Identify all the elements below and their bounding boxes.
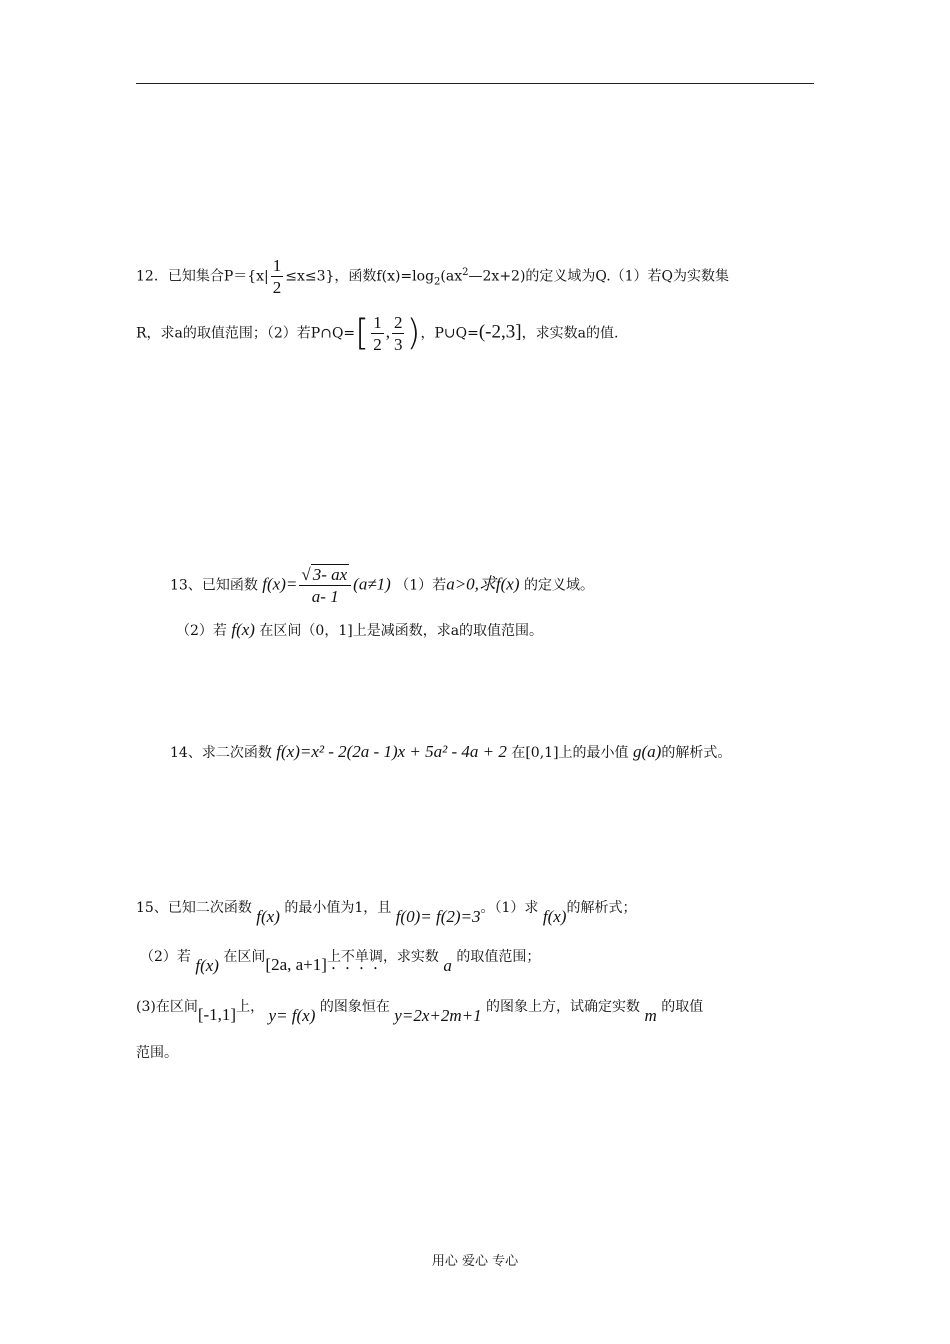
q15-line1 — [136, 898, 637, 926]
q13-text-a: 13、已知函数 — [170, 577, 258, 594]
q14-text-c: 的解析式。 — [661, 745, 732, 761]
q15-l1-text-c: 。（1）求 — [480, 900, 539, 916]
q15-l3-text-b: 上， — [236, 999, 265, 1015]
q13-line2-fx: f(x) — [231, 620, 255, 639]
q14-expression: f(x)=x² - 2(2a - 1)x + 5a² - 4a + 2 — [276, 742, 507, 761]
q15-l2-fx: f(x) — [195, 956, 219, 975]
q15-l2-text-b: 在区间 — [223, 949, 266, 965]
q12-frac-half: $\frac{1}{2}$ — [272, 256, 282, 297]
q12-line2: R，求a的取值范围；（2）若P∩Q=[ $\frac{1}{2}$ , $\frac{2}{3}$ )，P∪Q=(-2,3]，求实数a的值. — [136, 312, 619, 354]
q13-denominator: a- 1 — [311, 587, 339, 606]
q13-text-b: （1）若 — [395, 577, 447, 594]
q12-text-c: (ax — [440, 268, 463, 285]
q12-interval: (-2,3] — [478, 321, 522, 343]
q14-ga: g(a) — [633, 742, 662, 761]
q15-line2 — [140, 947, 540, 973]
page-footer: 用心 爱心 专心 — [431, 1254, 519, 1269]
q15-l1-text-a: 15、已知二次函数 — [136, 900, 252, 916]
q14-text-b: 在[0,1]上的最小值 — [511, 745, 629, 761]
q15-l3-line-eq: y=2x+2m+1 — [394, 1006, 482, 1025]
q15-l2-text-e: 的取值范围； — [456, 949, 541, 965]
q15-line4: 范围。 — [136, 1045, 178, 1061]
q13-sqrt-body: 3- ax — [312, 565, 348, 584]
q13-fraction: $\frac{√ 3- ax}{a- 1}$ — [299, 566, 351, 605]
q12-log-base: 2 — [434, 276, 441, 288]
q13-fx: f(x)= — [262, 574, 298, 594]
q12-line2-text-a: R，求a的取值范围；（2）若P∩Q= — [136, 325, 356, 342]
q12-text-a: 12．已知集合P＝{x| — [136, 268, 269, 285]
q13-line1 — [170, 566, 594, 605]
q12-frac-2: $\frac{2}{3}$ — [393, 313, 403, 354]
q12-line1 — [136, 257, 729, 296]
q12-text-b: ≤x≤3}，函数f(x)=log — [285, 268, 435, 285]
q15-l3-interval: [-1,1] — [197, 1005, 237, 1024]
q15-l2-var-a: a — [443, 956, 452, 975]
q15-line3 — [136, 997, 704, 1025]
q15-l3-text-c: 的图象恒在 — [319, 999, 390, 1015]
q12-line2-text-c: ，求实数a的值. — [521, 325, 619, 342]
q12-frac-1: $\frac{1}{2}$ — [373, 313, 382, 354]
q15-l1-equation: f(0)= f(2)=3 — [395, 907, 481, 926]
q15-l2-not-monotonic: 上不单调 — [326, 949, 383, 965]
q15-l3-text-d: 的图象上方，试确定实数 — [486, 999, 641, 1015]
q12-exponent: 2 — [462, 266, 469, 278]
q15-l1-fx2: f(x) — [542, 907, 567, 926]
q12-text-d: —2x+2)的定义域为Q.（1）若Q为实数集 — [468, 268, 730, 285]
q14-text-a: 14、求二次函数 — [170, 745, 272, 761]
q15-l1-fx: f(x) — [256, 907, 280, 926]
q15-l3-var-m: m — [644, 1006, 657, 1025]
q12-right-paren: ) — [406, 312, 421, 354]
q13-line2-text-b: 在区间（0，1]上是减函数，求a的取值范围。 — [259, 623, 544, 639]
q13-text-c: 的定义域。 — [523, 577, 594, 594]
q15-l2-text-d: ，求实数 — [382, 949, 439, 965]
q15-l1-text-d: 的解析式； — [566, 900, 637, 916]
q15-l2-interval: [2a, a+1] — [265, 955, 327, 974]
header-rule — [136, 83, 814, 84]
q15-l1-text-b: 的最小值为1，且 — [284, 900, 392, 916]
q14-line — [170, 743, 731, 760]
q13-condition-2: a>0,求f(x) — [446, 574, 520, 594]
q13-line2-text-a: （2）若 — [176, 623, 227, 639]
q15-l3-text-e: 的取值 — [661, 999, 704, 1015]
q12-line2-text-b: ，P∪Q= — [420, 325, 479, 342]
q13-condition: (a≠1) — [353, 574, 391, 594]
q13-line2 — [176, 621, 543, 638]
q15-l2-text-a: （2）若 — [140, 949, 191, 965]
q15-l3-y-fx: y= f(x) — [268, 1006, 316, 1025]
q15-l3-text-a: (3)在区间 — [136, 999, 198, 1015]
q12-left-bracket: [ — [355, 312, 370, 354]
